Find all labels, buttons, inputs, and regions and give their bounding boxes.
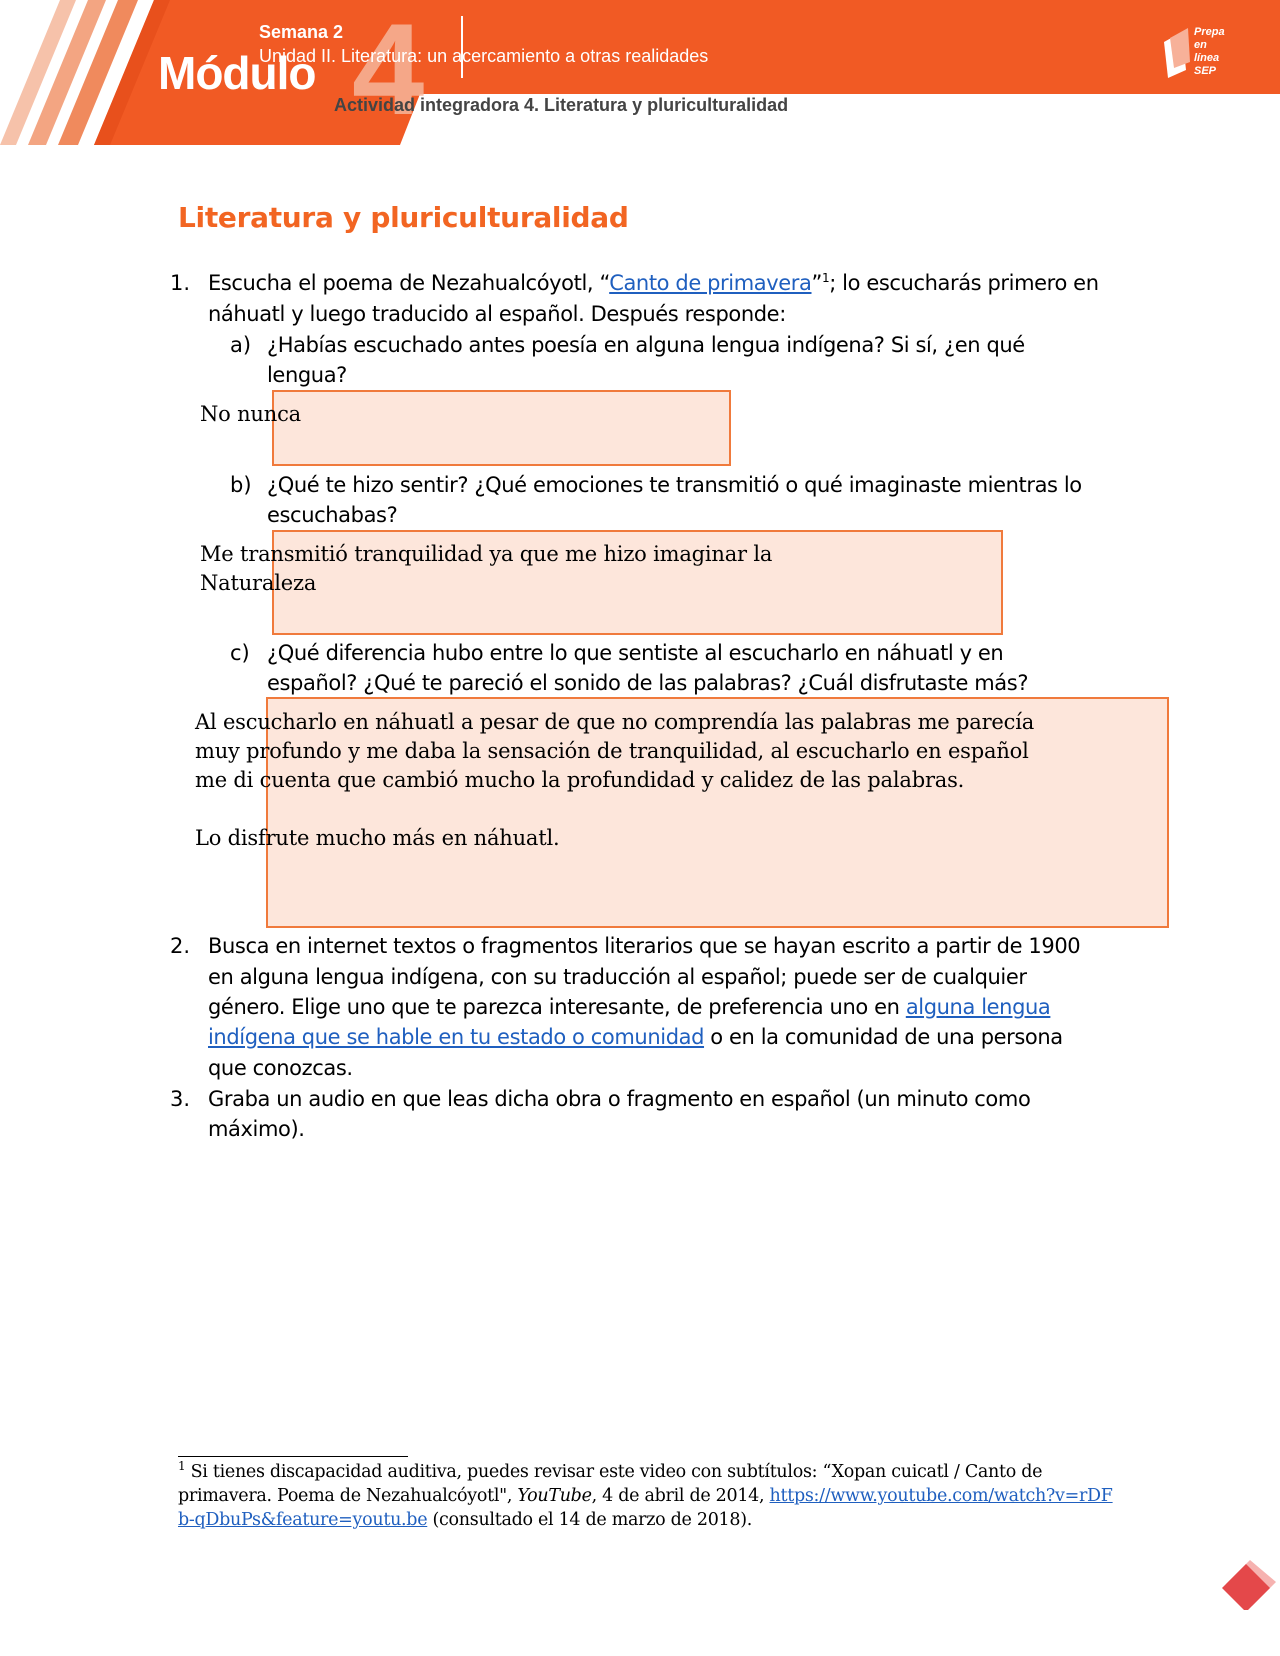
- footnote: [178, 1460, 1118, 1532]
- canto-de-primavera-link[interactable]: Canto de primavera: [609, 271, 812, 295]
- week-label: Semana 2: [259, 22, 344, 42]
- footnote-italic: YouTube: [517, 1486, 592, 1506]
- corner-decoration: [1218, 1550, 1278, 1615]
- logo-text-3: SEP: [1194, 65, 1217, 77]
- q2-line2: en alguna lengua indígena, con su traducción al español; puede ser de cualquier: [208, 965, 1027, 989]
- q2-line3: [208, 992, 1050, 1023]
- q3-number: 3.: [170, 1087, 191, 1111]
- footnote-mark: 1: [178, 1459, 186, 1474]
- lengua-indigena-link[interactable]: alguna lengua: [905, 995, 1051, 1019]
- page-title: Literatura y pluriculturalidad: [178, 201, 629, 234]
- q3-line1: Graba un audio en que leas dicha obra o fragmento en español (un minuto como: [208, 1087, 1031, 1111]
- q2-number: 2.: [170, 934, 191, 958]
- q1-text: [208, 268, 1099, 299]
- q1b-text-line2: escuchabas?: [267, 503, 398, 527]
- answer-c-line3: me di cuenta que cambió mucho la profundidad y calidez de las palabras.: [195, 768, 965, 792]
- logo-text-1: Prepa en: [1194, 26, 1225, 51]
- q1c-text-line1: ¿Qué diferencia hubo entre lo que sentiste al escucharlo en náhuatl y en: [267, 641, 1004, 665]
- q2-line4: [208, 1022, 1063, 1053]
- logo-text-2: línea: [1194, 52, 1220, 64]
- q1a-text-line1: ¿Habías escuchado antes poesía en alguna lengua indígena? Si sí, ¿en qué: [267, 333, 1025, 357]
- q1a-text-line2: lengua?: [267, 363, 347, 387]
- answer-c-line1: Al escucharlo en náhuatl a pesar de que no comprendía las palabras me parecía: [195, 710, 1035, 734]
- page-header: [0, 0, 1280, 150]
- answer-b-line1: Me transmitió tranquilidad ya que me hizo imaginar la: [200, 542, 773, 566]
- q1-text-before: Escucha el poema de Nezahualcóyotl, “: [208, 271, 610, 295]
- footnote-separator: [178, 1456, 408, 1457]
- q2-line5: que conozcas.: [208, 1056, 353, 1080]
- q1c-text-line2: español? ¿Qué te pareció el sonido de las palabras? ¿Cuál disfrutaste más?: [267, 671, 1029, 695]
- q1b-text-line1: ¿Qué te hizo sentir? ¿Qué emociones te transmitió o qué imaginaste mientras lo: [267, 473, 1082, 497]
- q1-number: 1.: [170, 271, 191, 295]
- footnote-text-1: Si tienes discapacidad auditiva, puedes revisar este video con subtítulos: “Xopan cuicatl / Canto de primavera. Poema de Nezahualcóyotl",: [178, 1462, 1043, 1506]
- q1a-label: a): [230, 333, 252, 357]
- answer-a-text: No nunca: [200, 402, 301, 426]
- footnote-text-3: (consultado el 14 de marzo de 2018).: [427, 1510, 753, 1530]
- q1b-label: b): [230, 473, 252, 497]
- answer-c-line2: muy profundo y me daba la sensación de tranquilidad, al escucharlo en español: [195, 739, 1029, 763]
- answer-c-line4: Lo disfrute mucho más en náhuatl.: [195, 826, 560, 850]
- lengua-indigena-link-cont[interactable]: indígena que se hable en tu estado o comunidad: [208, 1025, 705, 1049]
- activity-label: Actividad integradora 4. Literatura y pluriculturalidad: [334, 95, 789, 115]
- footnote-text-2: , 4 de abril de 2014,: [591, 1486, 770, 1506]
- q1-quote-close: ”: [811, 271, 822, 295]
- answer-a-box[interactable]: [272, 390, 731, 466]
- q2-line3-text: género. Elige uno que te parezca interesante, de preferencia uno en: [208, 995, 906, 1019]
- youtube-url-link[interactable]: https://www.youtube.com/watch?v=rDFb-qDbuPs&feature=youtu.be: [178, 1486, 1113, 1530]
- answer-b-line2: Naturaleza: [200, 571, 317, 595]
- q3-line2: máximo).: [208, 1117, 305, 1141]
- q2-line4-text: o en la comunidad de una persona: [704, 1025, 1063, 1049]
- q1c-label: c): [230, 641, 250, 665]
- footnote-ref[interactable]: 1: [821, 271, 830, 285]
- corner-diamond-icon: [1218, 1550, 1278, 1610]
- unit-label: Unidad II. Literatura: un acercamiento a otras realidades: [259, 46, 709, 66]
- q1-text-end: ; lo escucharás primero en: [829, 271, 1099, 295]
- modulo-label: Módulo: [158, 47, 316, 99]
- modulo-number: 4: [352, 0, 425, 142]
- q1-text-line2: náhuatl y luego traducido al español. Después responde:: [208, 302, 786, 326]
- q2-line1: Busca en internet textos o fragmentos literarios que se hayan escrito a partir de 1900: [208, 934, 1081, 958]
